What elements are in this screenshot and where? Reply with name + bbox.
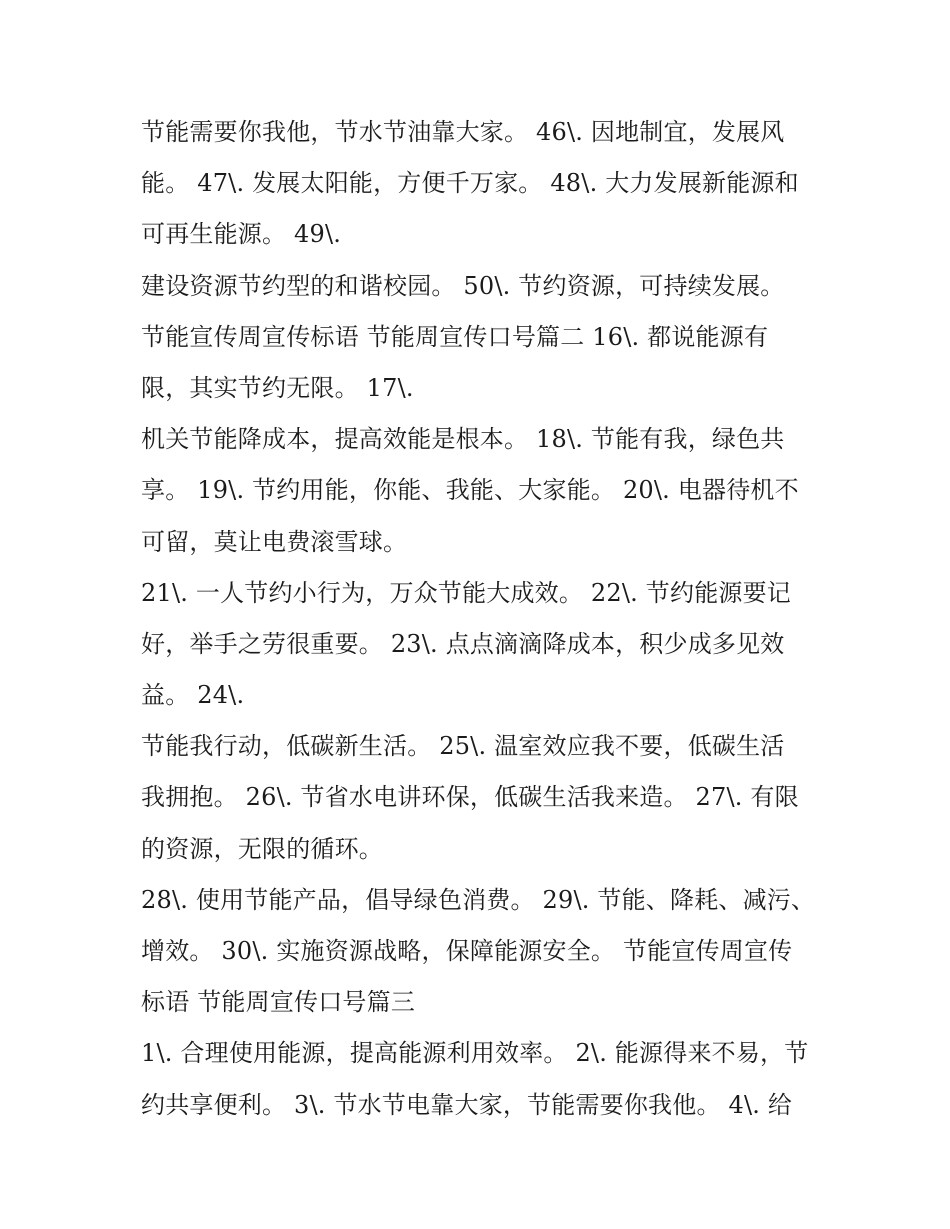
text-line: 限，其实节约无限。 17\. [141,373,414,402]
text-line: 我拥抱。 26\. 节省水电讲环保，低碳生活我来造。 27\. 有限 [141,783,799,812]
text-line: 能。 47\. 发展太阳能，方便千万家。 48\. 大力发展新能源和 [141,169,799,198]
text-line: 好，举手之劳很重要。 23\. 点点滴滴降成本，积少成多见效 [141,629,785,658]
text-line: 节能我行动，低碳新生活。 25\. 温室效应我不要，低碳生活 [141,732,785,761]
text-line: 21\. 一人节约小行为，万众节能大成效。 22\. 节约能源要记 [141,578,791,607]
text-line: 享。 19\. 节约用能，你能、我能、大家能。 20\. 电器待机不 [141,476,799,505]
text-line: 约共享便利。 3\. 节水节电靠大家，节能需要你我他。 4\. 给 [141,1090,793,1119]
text-line: 益。 24\. [141,681,245,710]
text-line: 1\. 合理使用能源，提高能源利用效率。 2\. 能源得来不易，节 [141,1039,809,1068]
text-line: 的资源，无限的循环。 [141,834,383,863]
text-line: 建设资源节约型的和谐校园。 50\. 节约资源，可持续发展。 [141,271,785,300]
text-line: 标语 节能周宣传口号篇三 [141,988,416,1017]
text-line: 可再生能源。 49\. [141,220,342,249]
text-line: 节能宣传周宣传标语 节能周宣传口号篇二 16\. 都说能源有 [141,322,769,351]
text-line: 28\. 使用节能产品，倡导绿色消费。 29\. 节能、降耗、减污、 [141,885,816,914]
text-line: 增效。 30\. 实施资源战略，保障能源安全。 节能宣传周宣传 [141,937,793,965]
document-text [141,107,831,1131]
text-line: 节能需要你我他，节水节油靠大家。 46\. 因地制宜，发展风 [141,118,785,146]
text-line: 可留，莫让电费滚雪球。 [141,527,408,556]
text-line: 机关节能降成本，提高效能是根本。 18\. 节能有我，绿色共 [141,425,785,454]
